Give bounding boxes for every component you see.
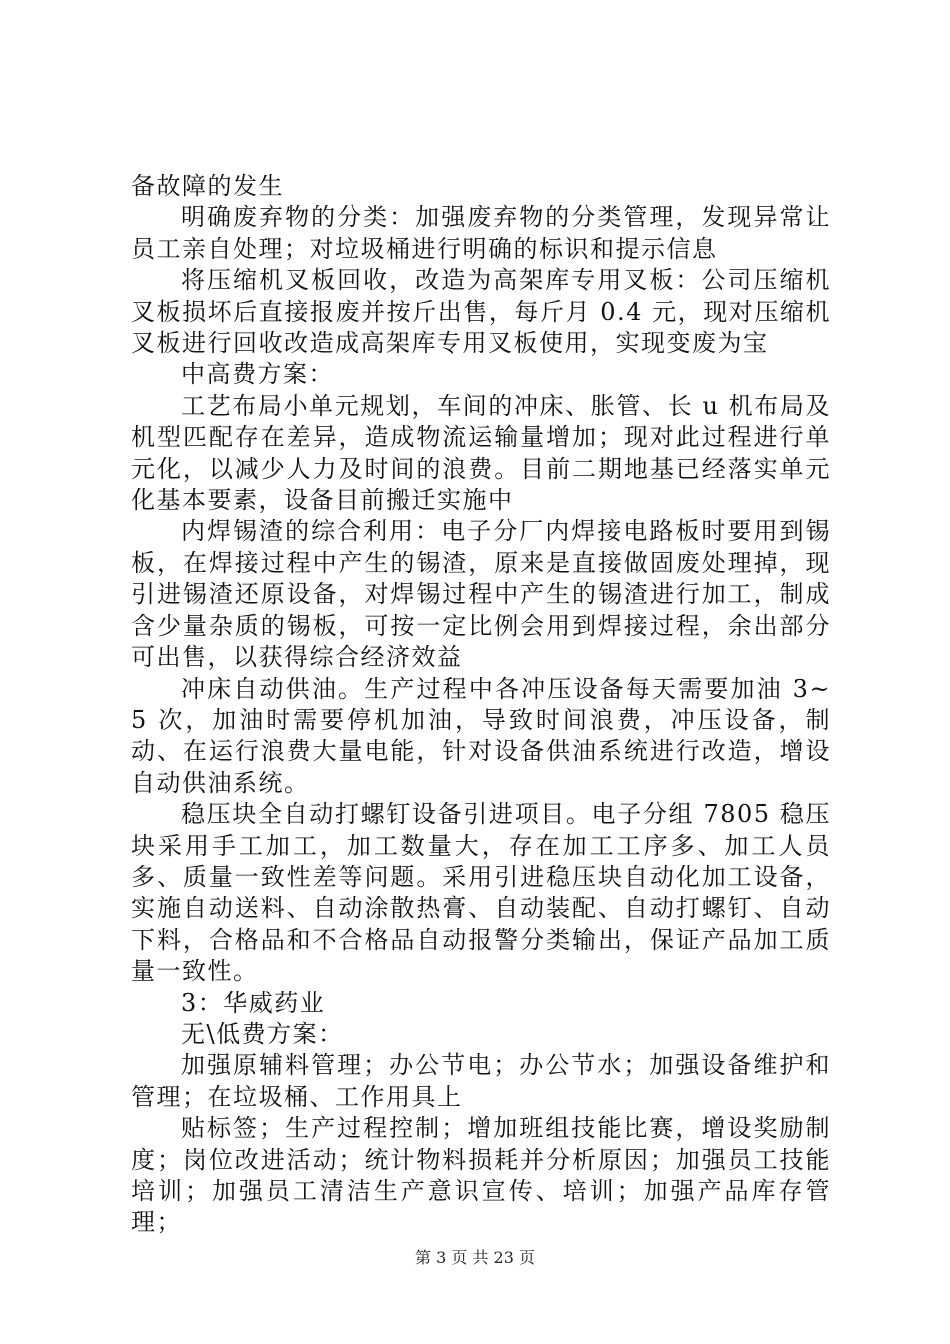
paragraph: 明确废弃物的分类：加强废弃物的分类管理，发现异常让员工亲自处理；对垃圾桶进行明确的标识和提示信息: [131, 203, 831, 263]
section-heading: 中高费方案：: [181, 360, 334, 389]
section-heading: 无\低费方案：: [181, 1019, 344, 1048]
paragraph: 将压缩机叉板回收，改造为高架库专用叉板：公司压缩机叉板损坏后直接报废并按斤出售，每斤月 0.4 元，现对压缩机叉板进行回收改造成高架库专用叉板使用，实现变废为宝: [131, 266, 831, 358]
paragraph: 备故障的发生: [131, 172, 284, 200]
paragraph: 贴标签；生产过程控制；增加班组技能比赛，增设奖励制度；岗位改进活动；统计物料损耗并分析原因；加强员工技能培训；加强员工清洁生产意识宣传、培训；加强产品库存管理；: [131, 1114, 831, 1237]
paragraph: 工艺布局小单元规划，车间的冲床、胀管、长 u 机布局及机型匹配存在差异，造成物流运输量增加；现对此过程进行单元化，以减少人力及时间的浪费。目前二期地基已经落实单元化基本要素，设备目前搬迁实施中: [131, 391, 831, 515]
paragraph: 冲床自动供油。生产过程中各冲压设备每天需要加油 3~5 次，加油时需要停机加油，导致时间浪费，冲压设备，制动、在运行浪费大量电能，针对设备供油系统进行改造，增设自动供油系统。: [131, 674, 831, 797]
paragraph: 稳压块全自动打螺钉设备引进项目。电子分组 7805 稳压块采用手工加工，加工数量大，存在加工工序多、加工人员多、质量一致性差等问题。采用引进稳压块自动化加工设备，实施自动送料、自动涂散热膏、自动装配、自动打螺钉、自动下料，合格品和不合格品自动报警分类输出，保证产品加工质量一致性。: [131, 800, 831, 986]
paragraph: 内焊锡渣的综合利用：电子分厂内焊接电路板时要用到锡板，在焊接过程中产生的锡渣，原来是直接做固废处理掉，现引进锡渣还原设备，对焊锡过程中产生的锡渣进行加工，制成含少量杂质的锡板，可按一定比例会用到焊接过程，余出部分可出售，以获得综合经济效益: [131, 517, 831, 672]
paragraph: 加强原辅料管理；办公节电；办公节水；加强设备维护和管理；在垃圾桶、工作用具上: [131, 1051, 831, 1111]
section-heading: 3：华威药业: [181, 988, 326, 1017]
document-body: [131, 171, 831, 1239]
page-number-footer: 第 3 页 共 23 页: [415, 1248, 535, 1267]
